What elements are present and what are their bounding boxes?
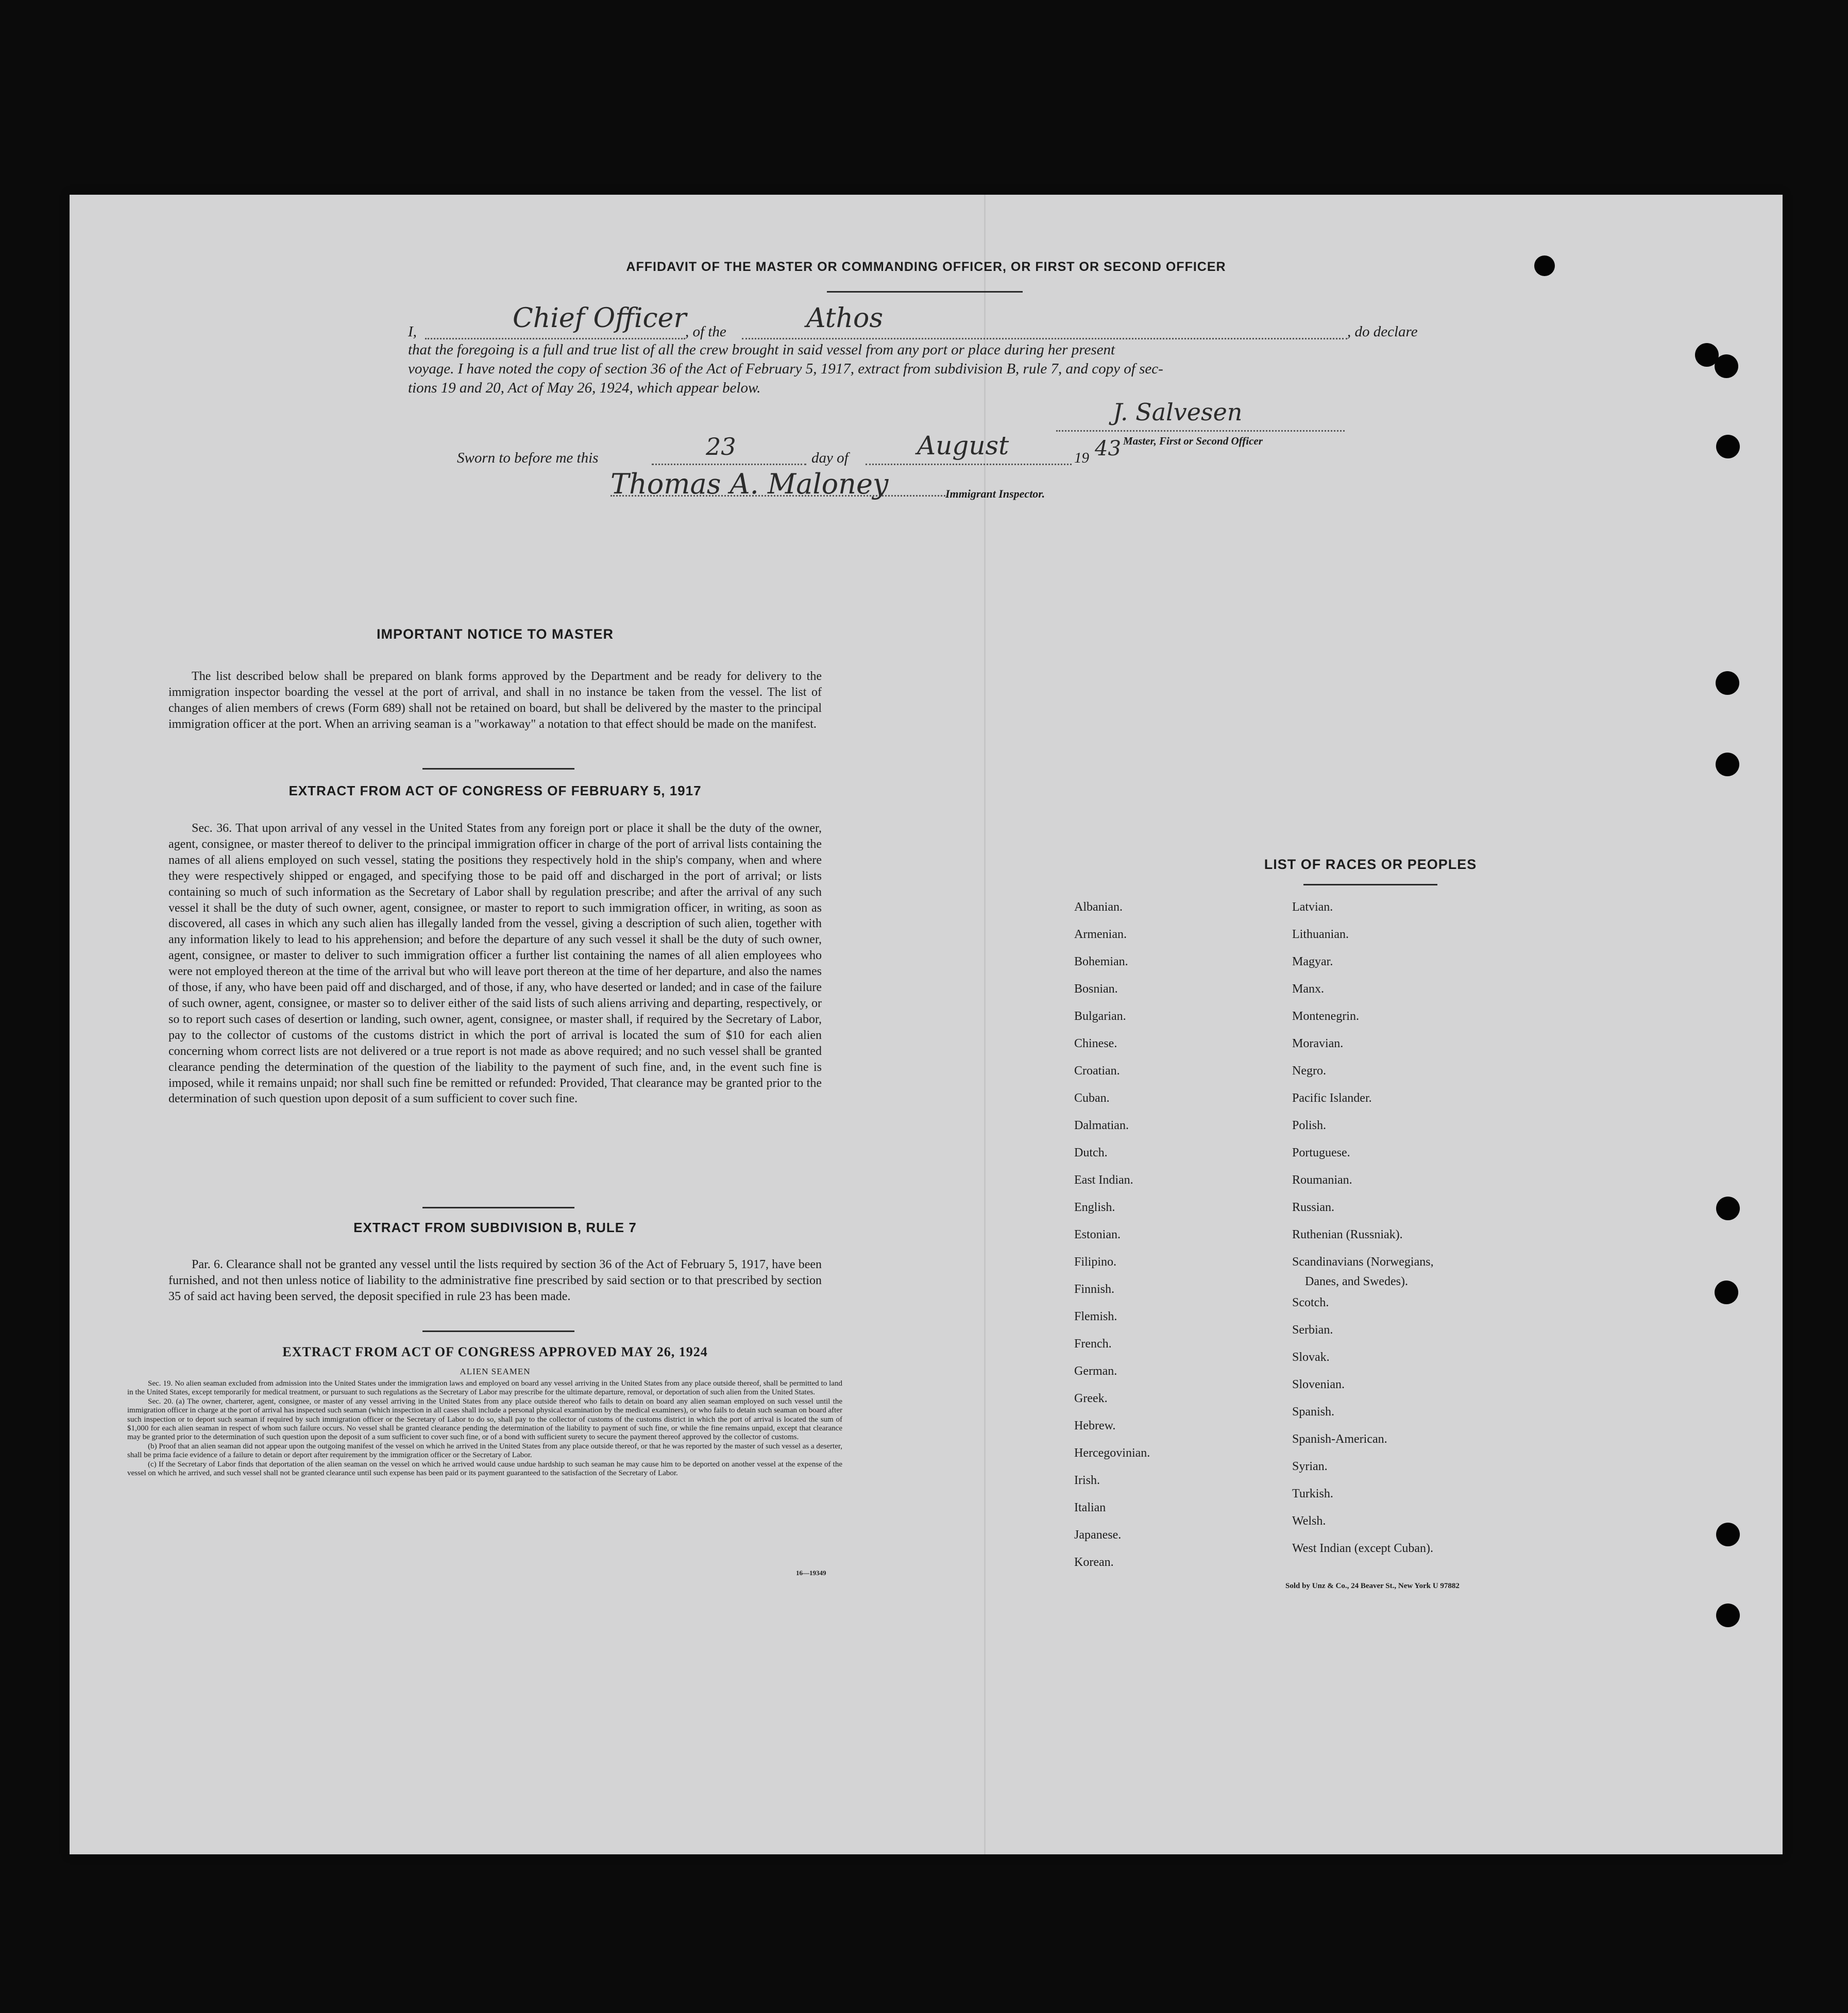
race-item: Hercegovinian.	[1074, 1446, 1150, 1460]
sec-19-paragraph: Sec. 19. No alien seaman excluded from admission into the United States under the immigration laws and employed on board any vessel arriving in the United States from any place outside thereof, shall be permitted to land in the United States, except temporarily for medical treatment, or pursuant to such regulations as the Secretary of Labor may prescribe for the ultimate departure, removal, or deportation of such alien from the United States.	[127, 1379, 842, 1397]
race-item: Spanish.	[1292, 1405, 1335, 1419]
race-item: Irish.	[1074, 1474, 1100, 1487]
divider	[422, 768, 574, 770]
races-title-underline	[1303, 884, 1437, 885]
race-item: Cuban.	[1074, 1091, 1110, 1105]
signature-line	[1056, 430, 1345, 432]
race-item: East Indian.	[1074, 1173, 1133, 1187]
punch-hole	[1716, 1197, 1740, 1220]
officer-line	[425, 338, 685, 339]
race-item: Manx.	[1292, 982, 1324, 996]
alien-seamen-subtitle: ALIEN SEAMEN	[460, 1367, 531, 1376]
race-item: Chinese.	[1074, 1037, 1117, 1050]
sold-by-imprint: Sold by Unz & Co., 24 Beaver St., New York U 97882	[1285, 1582, 1460, 1590]
race-item: Roumanian.	[1292, 1173, 1352, 1187]
races-title: LIST OF RACES OR PEOPLES	[1264, 857, 1477, 872]
race-item: Syrian.	[1292, 1460, 1328, 1473]
race-item: West Indian (except Cuban).	[1292, 1542, 1433, 1555]
inspector-label: Immigrant Inspector.	[945, 487, 1045, 500]
sec-20a-paragraph: Sec. 20. (a) The owner, charterer, agent, consignee, or master of any vessel arriving in the United States from any place outside thereof who fails to detain on board any alien seaman employed on such vessel until the immigration officer in charge at the port of arrival has inspected such seaman (which inspection in all cases shall include a personal physical examination by the medical examiners), or who fails to detain such seaman on board after such inspection or to deport such seaman if required by such immigration officer or the Secretary of Labor to do so, shall pay to the collector of customs of the customs district in which the port of arrival is located the sum of $1,000 for each alien seaman in respect of whom such failure occurs. No vessel shall be granted clearance pending the determination of the liability to payment of such fine, or while the fine remains unpaid, except that clearance may be granted prior to the determination of such question upon the deposit of a sum sufficient to cover such fine, or of a bond with sufficient surety to secure the payment thereof approved by the collector of customs.	[127, 1397, 842, 1442]
race-item: German.	[1074, 1364, 1117, 1378]
year-prefix: 19	[1074, 450, 1089, 466]
divider	[422, 1330, 574, 1332]
notice-body	[168, 669, 822, 732]
race-item: Slovenian.	[1292, 1378, 1345, 1391]
race-item: Serbian.	[1292, 1323, 1333, 1337]
punch-hole	[1716, 1523, 1740, 1546]
day-line	[652, 464, 806, 465]
year-handwriting: 43	[1095, 437, 1121, 460]
race-item: Flemish.	[1074, 1310, 1117, 1323]
race-item: Latvian.	[1292, 900, 1333, 914]
affidavit-line-2: that the foregoing is a full and true list of all the crew brought in said vessel from any port or place during her present	[408, 342, 1115, 358]
sec-20b-paragraph: (b) Proof that an alien seaman did not appear upon the outgoing manifest of the vessel on which he arrived in the United States from any place outside thereof, or that he was reported by the master of such vessel as a deserter, shall be prima facie evidence of a failure to detain or deport after requirement by the immigration officer or the Secretary of Labor.	[127, 1442, 842, 1460]
vessel-handwriting: Athos	[806, 303, 884, 334]
document-page	[70, 195, 1783, 1854]
race-item: Finnish.	[1074, 1283, 1115, 1296]
race-item: Dalmatian.	[1074, 1119, 1129, 1132]
race-item: Filipino.	[1074, 1255, 1117, 1269]
punch-hole	[1716, 1603, 1740, 1627]
race-item: Japanese.	[1074, 1528, 1122, 1542]
race-item: Moravian.	[1292, 1037, 1344, 1050]
race-item: Bohemian.	[1074, 955, 1128, 968]
race-item: Italian	[1074, 1501, 1106, 1514]
affidavit-of-the: , of the	[685, 323, 726, 340]
par-6-paragraph: Par. 6. Clearance shall not be granted any vessel until the lists required by section 36 of the Act of February 5, 1917, have been furnished, and not then unless notice of liability to the administrative fine prescribed by said section or to that prescribed by section 35 of said act having been served, the deposit specified in rule 23 has been made.	[168, 1258, 822, 1303]
sworn-text: Sworn to before me this	[457, 450, 599, 466]
race-item: Magyar.	[1292, 955, 1333, 968]
race-item: Ruthenian (Russniak).	[1292, 1228, 1403, 1241]
affidavit-declare: , do declare	[1347, 323, 1418, 340]
punch-hole	[1716, 435, 1740, 458]
race-item: Bulgarian.	[1074, 1010, 1126, 1023]
race-item: Dutch.	[1074, 1146, 1108, 1159]
race-item: Lithuanian.	[1292, 928, 1349, 941]
affidavit-i: I,	[408, 323, 417, 340]
race-item: Bosnian.	[1074, 982, 1118, 996]
race-item: Montenegrin.	[1292, 1010, 1359, 1023]
day-of-label: day of	[811, 450, 849, 466]
vessel-line	[742, 338, 1347, 339]
punch-hole	[1716, 753, 1739, 776]
notice-title: IMPORTANT NOTICE TO MASTER	[377, 626, 614, 642]
race-item: Scotch.	[1292, 1296, 1329, 1309]
race-item: Turkish.	[1292, 1487, 1333, 1500]
race-item: Albanian.	[1074, 900, 1123, 914]
officer-handwriting: Chief Officer	[513, 303, 687, 334]
extract-1917-title: EXTRACT FROM ACT OF CONGRESS OF FEBRUARY 5, 1917	[289, 783, 702, 798]
race-item: Spanish-American.	[1292, 1432, 1387, 1446]
extract-1924-body	[127, 1379, 842, 1478]
race-item: Greek.	[1074, 1392, 1108, 1405]
race-item: Portuguese.	[1292, 1146, 1350, 1159]
form-number: 16—19349	[796, 1569, 826, 1577]
race-item: Korean.	[1074, 1556, 1114, 1569]
race-item: Estonian.	[1074, 1228, 1121, 1241]
race-item: Croatian.	[1074, 1064, 1120, 1078]
punch-hole	[1716, 671, 1739, 695]
month-line	[866, 464, 1072, 465]
notice-paragraph: The list described below shall be prepared on blank forms approved by the Department and be ready for delivery to the immigration inspector boarding the vessel at the port of arrival, and shall in no instance be taken from the vessel. The list of changes of alien members of crews (Form 689) shall not be retained on board, but shall be delivered by the master to the principal immigration officer at the port. When an arriving seaman is a "workaway" a notation to that effect should be made on the manifest.	[168, 670, 822, 731]
race-item: Pacific Islander.	[1292, 1091, 1372, 1105]
extract-1917-body	[168, 821, 822, 1107]
divider	[422, 1207, 574, 1208]
sec-20c-paragraph: (c) If the Secretary of Labor finds that deportation of the alien seaman on the vessel on which he arrived would cause undue hardship to such seaman he may cause him to be deported on another vessel at the expense of the vessel on which he arrived, and such vessel shall not be granted clearance until such expense has been paid or its payment guaranteed to the satisfaction of the Secretary of Labor.	[127, 1460, 842, 1478]
master-signature: J. Salvesen	[1113, 398, 1243, 426]
punch-hole	[1715, 354, 1738, 378]
race-item: Scandinavians (Norwegians,	[1292, 1255, 1434, 1269]
extract-rule7-title: EXTRACT FROM SUBDIVISION B, RULE 7	[353, 1220, 637, 1235]
inspector-signature: Thomas A. Maloney	[611, 468, 889, 500]
extract-rule7-body	[168, 1257, 822, 1305]
scandinavians-continuation: Danes, and Swedes).	[1305, 1275, 1408, 1288]
affidavit-title: AFFIDAVIT OF THE MASTER OR COMMANDING OFFICER, OR FIRST OR SECOND OFFICER	[626, 260, 1226, 274]
sec-36-paragraph: Sec. 36. That upon arrival of any vessel in the United States from any foreign port or place it shall be the duty of the owner, agent, consignee, or master thereof to deliver to the principal immigration officer in charge of the port of arrival lists containing the names of all aliens employed on such vessel, stating the positions they respectively hold in the ship's company, when and where they were respectively shipped or engaged, and specifying those to be paid off and discharged in the port of arrival; or lists containing so much of such information as the Secretary of Labor shall by regulation prescribe; and after the arrival of any such vessel it shall be the duty of such owner, agent, consignee, or master to report to such immigration officer, in writing, as soon as discovered, all cases in which any such alien has illegally landed from the vessel, giving a description of such alien, together with any information likely to lead to his apprehension; and before the departure of any such vessel it shall be the duty of such owner, agent, consignee, or master to deliver to such immigration officer a further list containing the names of all alien employees who were not employed thereon at the time of the arrival but who will leave port thereon at the time of her departure, and also the names of those, if any, who have been paid off and discharged, and of those, if any, who have deserted or landed; and in case of the failure of such owner, agent, consignee, or master so to deliver either of the said lists of such aliens arriving and departing, respectively, or so to report such cases of desertion or landing, such owner, agent, consignee, or master shall, if required by the Secretary of Labor, pay to the collector of customs of the customs district in which the port of arrival is located the sum of $10 for each alien concerning whom correct lists are not delivered or a true report is not made as above required; and no such vessel shall be granted clearance pending the determination of the question of the liability to the payment of such fine, and, in the event such fine is imposed, while it remains unpaid; nor shall such fine be remitted or refunded: Provided, That clearance may be granted prior to the determination of such question upon deposit of a sum sufficient to cover such fine.	[168, 822, 822, 1106]
race-item: Negro.	[1292, 1064, 1326, 1078]
race-item: Polish.	[1292, 1119, 1327, 1132]
extract-1924-title: EXTRACT FROM ACT OF CONGRESS APPROVED MAY 26, 1924	[282, 1344, 708, 1359]
punch-hole	[1715, 1281, 1738, 1304]
affidavit-line-3: voyage. I have noted the copy of section 36 of the Act of February 5, 1917, extract from subdivision B, rule 7, and copy of sec-	[408, 361, 1163, 377]
race-item: Slovak.	[1292, 1351, 1330, 1364]
affidavit-line-4: tions 19 and 20, Act of May 26, 1924, which appear below.	[408, 380, 761, 396]
race-item: French.	[1074, 1337, 1112, 1351]
month-handwriting: August	[917, 431, 1009, 460]
race-item: Russian.	[1292, 1201, 1335, 1214]
day-handwriting: 23	[706, 433, 736, 460]
race-item: English.	[1074, 1201, 1115, 1214]
race-item: Welsh.	[1292, 1514, 1326, 1528]
title-underline	[827, 291, 1023, 293]
signature-label: Master, First or Second Officer	[1123, 435, 1263, 447]
race-item: Hebrew.	[1074, 1419, 1116, 1432]
race-item: Armenian.	[1074, 928, 1127, 941]
